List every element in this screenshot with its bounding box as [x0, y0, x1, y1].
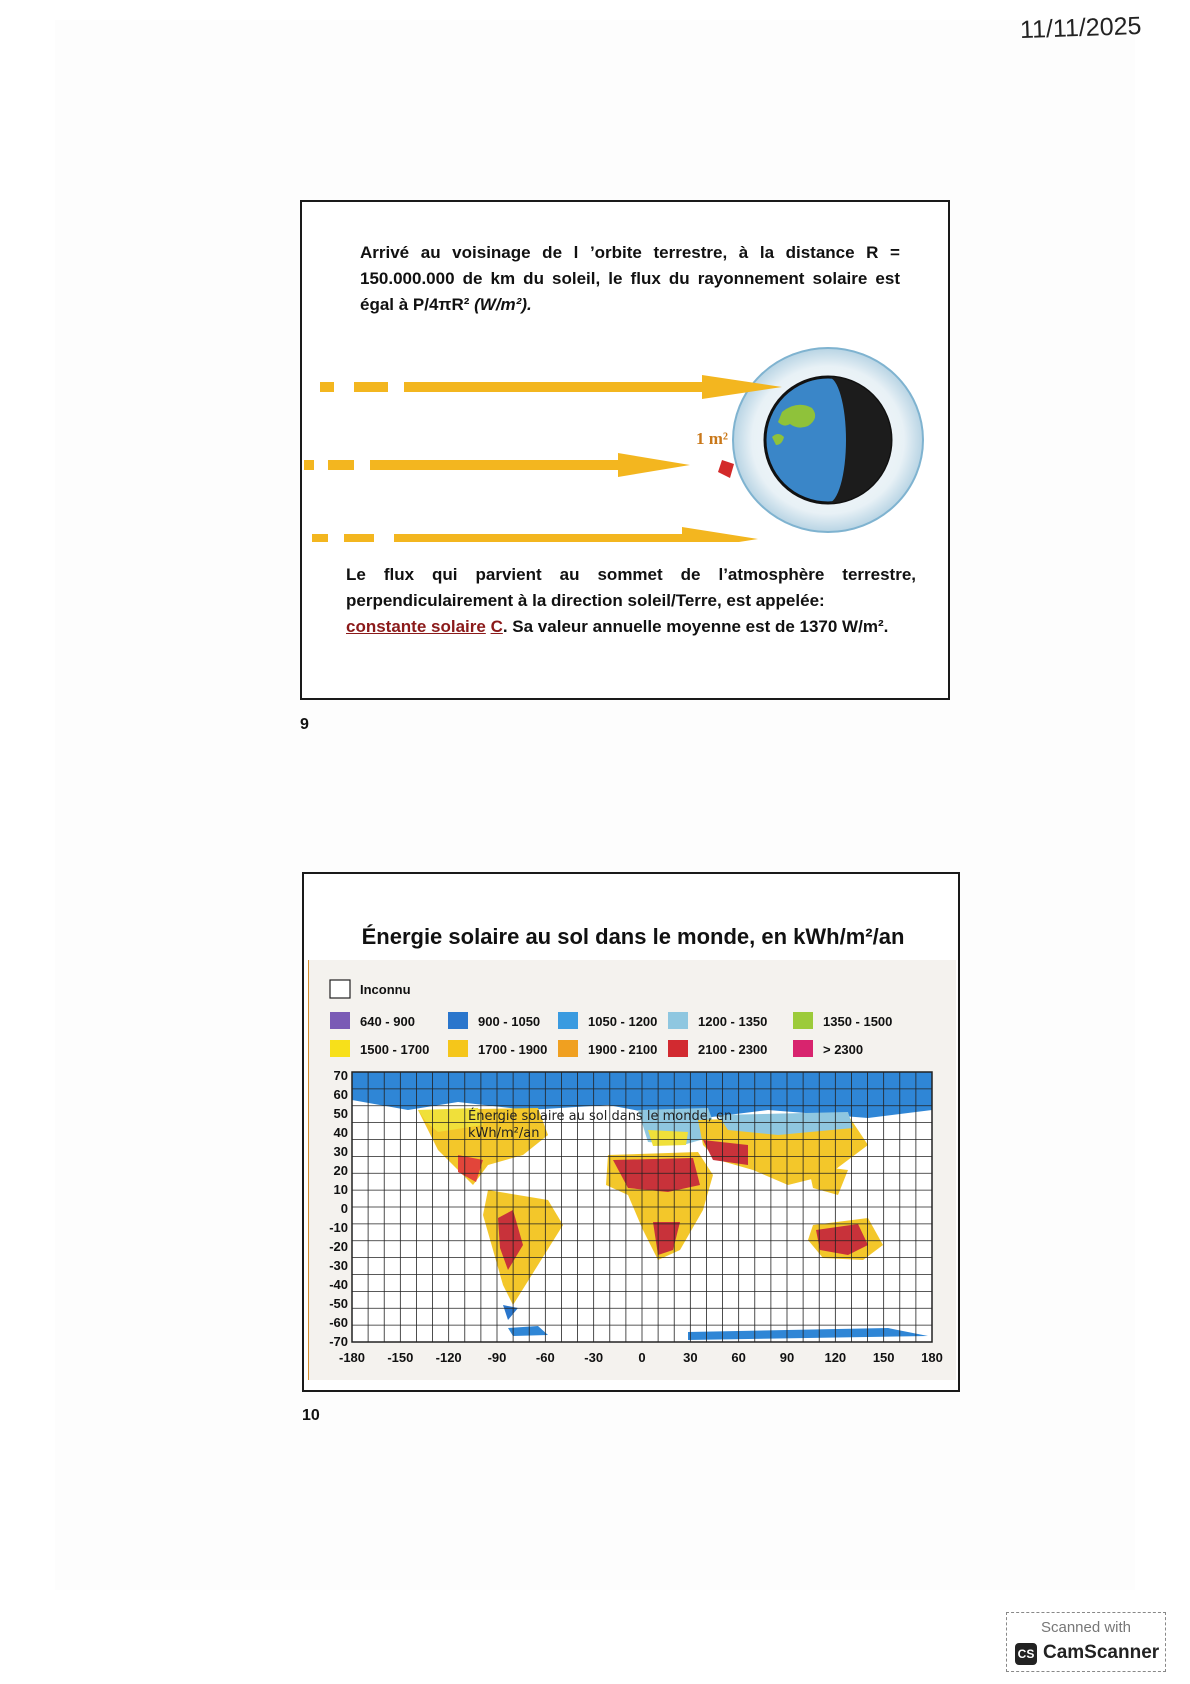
legend-label-1-2: 900 - 1050 [478, 1014, 541, 1029]
handwritten-date: 11/11/2025 [1019, 11, 1142, 45]
lon-tick-label: -30 [584, 1350, 604, 1365]
solar-ray-2 [304, 453, 690, 477]
legend-swatch-1-3 [558, 1012, 578, 1029]
slide-9 [300, 200, 950, 700]
map-overlay-text-1: Énergie solaire au sol dans le monde, en [468, 1109, 733, 1124]
one-square-meter-patch [696, 429, 734, 478]
legend-swatch-1-2 [448, 1012, 468, 1029]
lon-tick-label: 0 [638, 1350, 646, 1365]
lat-tick-label: 0 [340, 1201, 348, 1216]
legend-label-1-3: 1050 - 1200 [588, 1014, 658, 1029]
legend-label-2-2: 1700 - 1900 [478, 1042, 548, 1057]
solar-constant-value-text: . Sa valeur annuelle moyenne est de 1370 W/m². [502, 617, 889, 636]
lat-tick-label: 40 [333, 1125, 348, 1140]
lon-tick-label: -150 [387, 1350, 414, 1365]
lat-tick-label: 70 [333, 1068, 348, 1083]
lat-tick-label: -60 [329, 1315, 348, 1330]
lon-tick-label: 120 [824, 1350, 847, 1365]
camscanner-name: CamScanner [1043, 1642, 1160, 1663]
lat-tick-label: -50 [329, 1296, 348, 1311]
lon-tick-label: -90 [487, 1350, 507, 1365]
legend-label-2-3: 1900 - 2100 [588, 1042, 658, 1057]
lat-tick-label: -20 [329, 1239, 348, 1254]
orbit-flux-text: Arrivé au voisinage de l ’orbite terrestre, à la distance R = 150.000.000 de km du soleil, le flux du rayonnement solaire est égal à P/4πR² [360, 243, 900, 314]
lat-tick-label: -30 [329, 1258, 348, 1273]
legend-label-2-4: 2100 - 2300 [698, 1042, 768, 1057]
legend-swatch-2-2 [448, 1040, 468, 1057]
legend-swatch-1-1 [330, 1012, 350, 1029]
legend-swatch-2-1 [330, 1040, 350, 1057]
area-label: 1 m² [696, 429, 729, 448]
lat-tick-label: 30 [333, 1144, 348, 1159]
solar-constant-symbol: C [490, 617, 503, 636]
lat-tick-label: 10 [333, 1182, 348, 1197]
legend-inconnu [330, 980, 411, 998]
camscanner-watermark [1006, 1612, 1166, 1672]
orbit-flux-paragraph [360, 240, 900, 318]
solar-constant-intro: Le flux qui parvient au sommet de l’atmosphère terrestre, perpendiculairement à la direction soleil/Terre, est appelée: [346, 565, 916, 610]
legend-swatch-2-5 [793, 1040, 813, 1057]
legend-label-2-1: 1500 - 1700 [360, 1042, 430, 1057]
lon-tick-label: -180 [338, 1350, 366, 1365]
solar-constant-term: constante solaire [346, 617, 486, 636]
lat-tick-label: 50 [333, 1106, 348, 1121]
solar-ray-3 [312, 527, 758, 542]
lon-tick-label: 150 [872, 1350, 895, 1365]
legend-label-1-5: 1350 - 1500 [823, 1014, 893, 1029]
lat-tick-label: 20 [333, 1163, 348, 1178]
legend-label-1-1: 640 - 900 [360, 1014, 415, 1029]
flux-unit: (W/m²). [474, 295, 532, 314]
lon-tick-label: 30 [683, 1350, 698, 1365]
legend-swatch-2-4 [668, 1040, 688, 1057]
legend-swatch-2-3 [558, 1040, 578, 1057]
solar-energy-world-map [308, 960, 956, 1380]
solar-ray-1 [320, 375, 782, 399]
lon-tick-label: 60 [731, 1350, 746, 1365]
legend-label-inconnu: Inconnu [360, 982, 411, 997]
legend-swatch-1-5 [793, 1012, 813, 1029]
lat-tick-label: 60 [333, 1087, 348, 1102]
legend-label-1-4: 1200 - 1350 [698, 1014, 768, 1029]
lon-tick-label: 180 [921, 1350, 943, 1365]
scanned-with-text: Scanned with [1040, 1619, 1132, 1636]
legend-swatch-1-4 [668, 1012, 688, 1029]
page-number-10: 10 [302, 1407, 320, 1424]
slide-10 [302, 872, 960, 1392]
earth-globe [765, 377, 891, 503]
map-slide-title: Énergie solaire au sol dans le monde, en kWh/m²/an [361, 924, 905, 949]
solar-constant-paragraph [346, 562, 916, 640]
lon-tick-label: -120 [435, 1350, 462, 1365]
solar-rays-earth-illustration [302, 342, 952, 542]
page-number-9: 9 [300, 716, 309, 733]
lat-tick-label: -40 [329, 1277, 348, 1292]
lon-tick-label: -60 [535, 1350, 555, 1365]
legend-label-2-5: > 2300 [823, 1042, 864, 1057]
map-overlay-text-2: kWh/m²/an [468, 1126, 540, 1141]
lat-tick-label: -10 [329, 1220, 348, 1235]
lon-tick-label: 90 [779, 1350, 795, 1365]
camscanner-logo: CS [1015, 1643, 1037, 1665]
lat-tick-label: -70 [329, 1334, 348, 1349]
